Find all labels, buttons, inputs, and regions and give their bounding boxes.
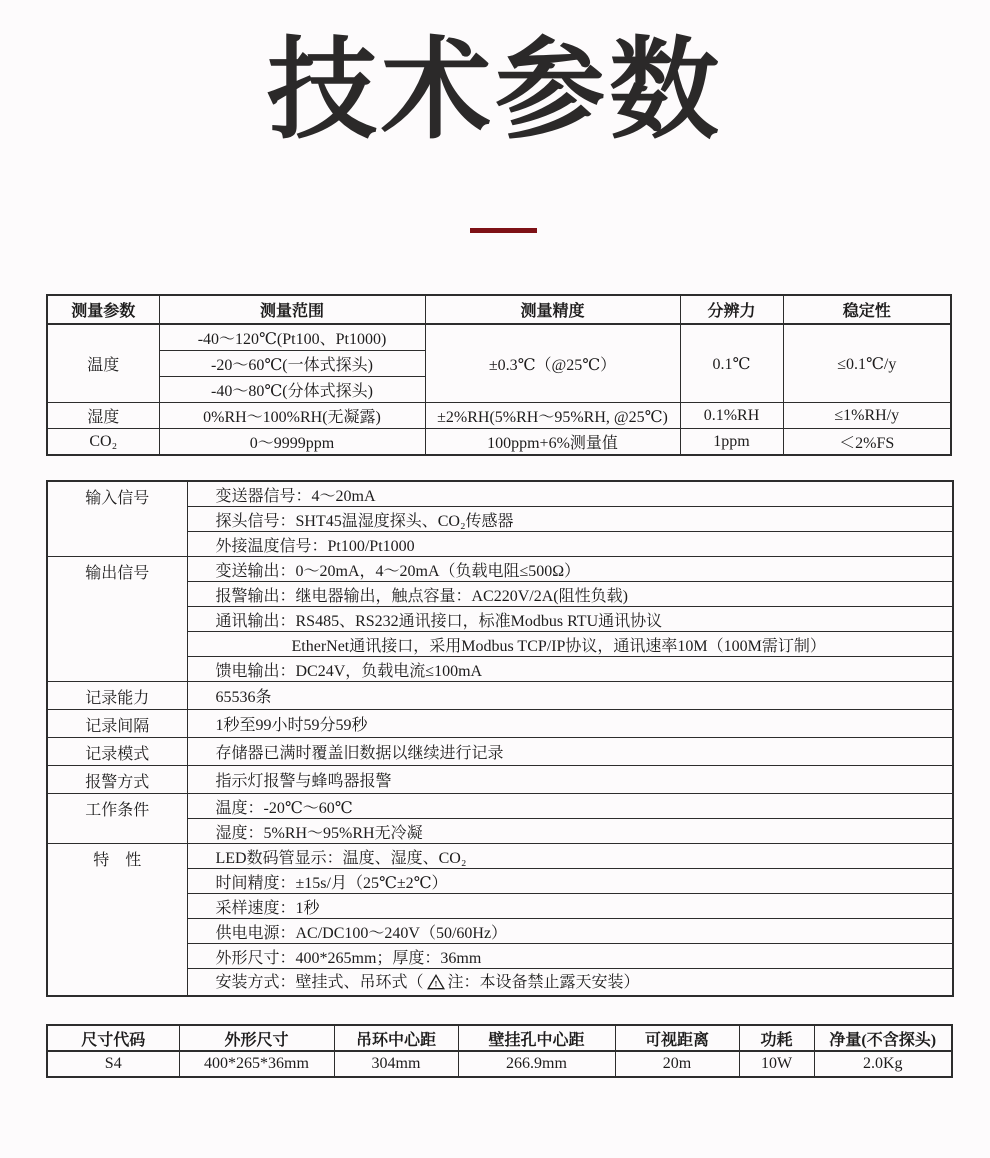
detail-line: 馈电输出：DC24V，负载电流≤100mA — [187, 657, 953, 682]
spec-humidity-stability: ≤1%RH/y — [783, 403, 951, 429]
spec-humidity-range: 0%RH～100%RH(无凝露) — [159, 403, 425, 429]
detail-line-install — [187, 969, 953, 997]
size-value-view-distance: 20m — [615, 1051, 739, 1077]
warning-triangle-icon — [427, 974, 445, 995]
size-value-power: 10W — [739, 1051, 814, 1077]
spec-co2-accuracy: 100ppm+6%测量值 — [425, 429, 680, 456]
size-code-table — [46, 1024, 953, 1078]
detail-line: 65536条 — [187, 682, 953, 710]
detail-line: 存储器已满时覆盖旧数据以继续进行记录 — [187, 738, 953, 766]
detail-line: 指示灯报警与蜂鸣器报警 — [187, 766, 953, 794]
install-text-suffix: 注：本设备禁止露天安装） — [447, 974, 640, 991]
spec-temperature-param: 温度 — [47, 324, 159, 403]
detail-row — [47, 738, 953, 766]
detail-line: 报警输出：继电器输出，触点容量：AC220V/2A(阻性负载) — [187, 582, 953, 607]
size-header-view-distance: 可视距离 — [615, 1025, 739, 1051]
detail-row — [47, 844, 953, 869]
install-text-prefix: 安装方式：壁挂式、吊环式（ — [215, 974, 424, 991]
detail-row — [47, 682, 953, 710]
spec-temperature-range-2: -20～60℃(一体式探头) — [159, 351, 425, 377]
page-title: 技术参数 — [267, 26, 723, 154]
svg-text:!: ! — [434, 978, 437, 989]
size-value-code: S4 — [47, 1051, 179, 1077]
detail-row — [47, 710, 953, 738]
detail-line-ethernet: EtherNet通讯接口，采用Modbus TCP/IP协议，通讯速率10M（100M需订制） — [187, 632, 953, 657]
spec-humidity-accuracy: ±2%RH(5%RH～95%RH, @25℃) — [425, 403, 680, 429]
detail-row — [47, 481, 953, 507]
detail-line: 时间精度：±15s/月（25℃±2℃） — [187, 869, 953, 894]
detail-line: 采样速度：1秒 — [187, 894, 953, 919]
spec-header-range: 测量范围 — [159, 295, 425, 324]
size-value-dimensions: 400*265*36mm — [179, 1051, 334, 1077]
spec-temperature-resolution: 0.1℃ — [680, 324, 783, 403]
detail-label-alarm-mode: 报警方式 — [47, 766, 187, 794]
size-header-row — [47, 1025, 952, 1051]
detail-line: LED数码管显示：温度、湿度、CO₂ — [187, 844, 953, 869]
detail-line: 通讯输出：RS485、RS232通讯接口，标准Modbus RTU通讯协议 — [187, 607, 953, 632]
detail-spec-table — [46, 480, 954, 997]
detail-label-record-interval: 记录间隔 — [47, 710, 187, 738]
size-header-code: 尺寸代码 — [47, 1025, 179, 1051]
detail-label-output-signal: 输出信号 — [47, 557, 187, 682]
detail-line: 温度：-20℃～60℃ — [187, 794, 953, 819]
spec-temperature-range-1: -40～120℃(Pt100、Pt1000) — [159, 324, 425, 351]
size-value-wall-hole-distance: 266.9mm — [458, 1051, 615, 1077]
spec-temperature-accuracy: ±0.3℃（@25℃） — [425, 324, 680, 403]
detail-line: 变送器信号：4～20mA — [187, 481, 953, 507]
spec-row-humidity — [47, 403, 951, 429]
detail-line: 供电电源：AC/DC100～240V（50/60Hz） — [187, 919, 953, 944]
spec-header-accuracy: 测量精度 — [425, 295, 680, 324]
size-header-dimensions: 外形尺寸 — [179, 1025, 334, 1051]
size-value-net-weight: 2.0Kg — [814, 1051, 952, 1077]
size-value-ring-distance: 304mm — [334, 1051, 458, 1077]
spec-co2-stability: ＜2%FS — [783, 429, 951, 456]
detail-line: 湿度：5%RH～95%RH无冷凝 — [187, 819, 953, 844]
spec-header-param: 测量参数 — [47, 295, 159, 324]
size-header-ring-distance: 吊环中心距 — [334, 1025, 458, 1051]
measurement-spec-table — [46, 294, 952, 456]
spec-header-stability: 稳定性 — [783, 295, 951, 324]
spec-header-resolution: 分辨力 — [680, 295, 783, 324]
detail-line: 变送输出：0～20mA，4～20mA（负载电阻≤500Ω） — [187, 557, 953, 582]
spec-temperature-range-3: -40～80℃(分体式探头) — [159, 377, 425, 403]
spec-temperature-stability: ≤0.1℃/y — [783, 324, 951, 403]
size-header-net-weight: 净量(不含探头) — [814, 1025, 952, 1051]
detail-row — [47, 557, 953, 582]
spec-co2-param: CO₂ — [47, 429, 159, 456]
spec-humidity-param: 湿度 — [47, 403, 159, 429]
size-header-wall-hole-distance: 壁挂孔中心距 — [458, 1025, 615, 1051]
spec-co2-resolution: 1ppm — [680, 429, 783, 456]
red-divider-line — [470, 228, 537, 233]
detail-row — [47, 766, 953, 794]
detail-line: 1秒至99小时59分59秒 — [187, 710, 953, 738]
detail-line: 外接温度信号：Pt100/Pt1000 — [187, 532, 953, 557]
spec-row-temperature — [47, 324, 951, 351]
spec-humidity-resolution: 0.1%RH — [680, 403, 783, 429]
detail-line: 外形尺寸：400*265mm；厚度：36mm — [187, 944, 953, 969]
detail-label-features: 特 性 — [47, 844, 187, 997]
size-value-row — [47, 1051, 952, 1077]
spec-header-row — [47, 295, 951, 324]
spec-row-co2 — [47, 429, 951, 456]
detail-label-record-mode: 记录模式 — [47, 738, 187, 766]
detail-row — [47, 794, 953, 819]
detail-label-input-signal: 输入信号 — [47, 481, 187, 557]
detail-line: 探头信号：SHT45温湿度探头、CO₂传感器 — [187, 507, 953, 532]
size-header-power: 功耗 — [739, 1025, 814, 1051]
spec-co2-range: 0～9999ppm — [159, 429, 425, 456]
detail-label-working-conditions: 工作条件 — [47, 794, 187, 844]
detail-label-record-capacity: 记录能力 — [47, 682, 187, 710]
